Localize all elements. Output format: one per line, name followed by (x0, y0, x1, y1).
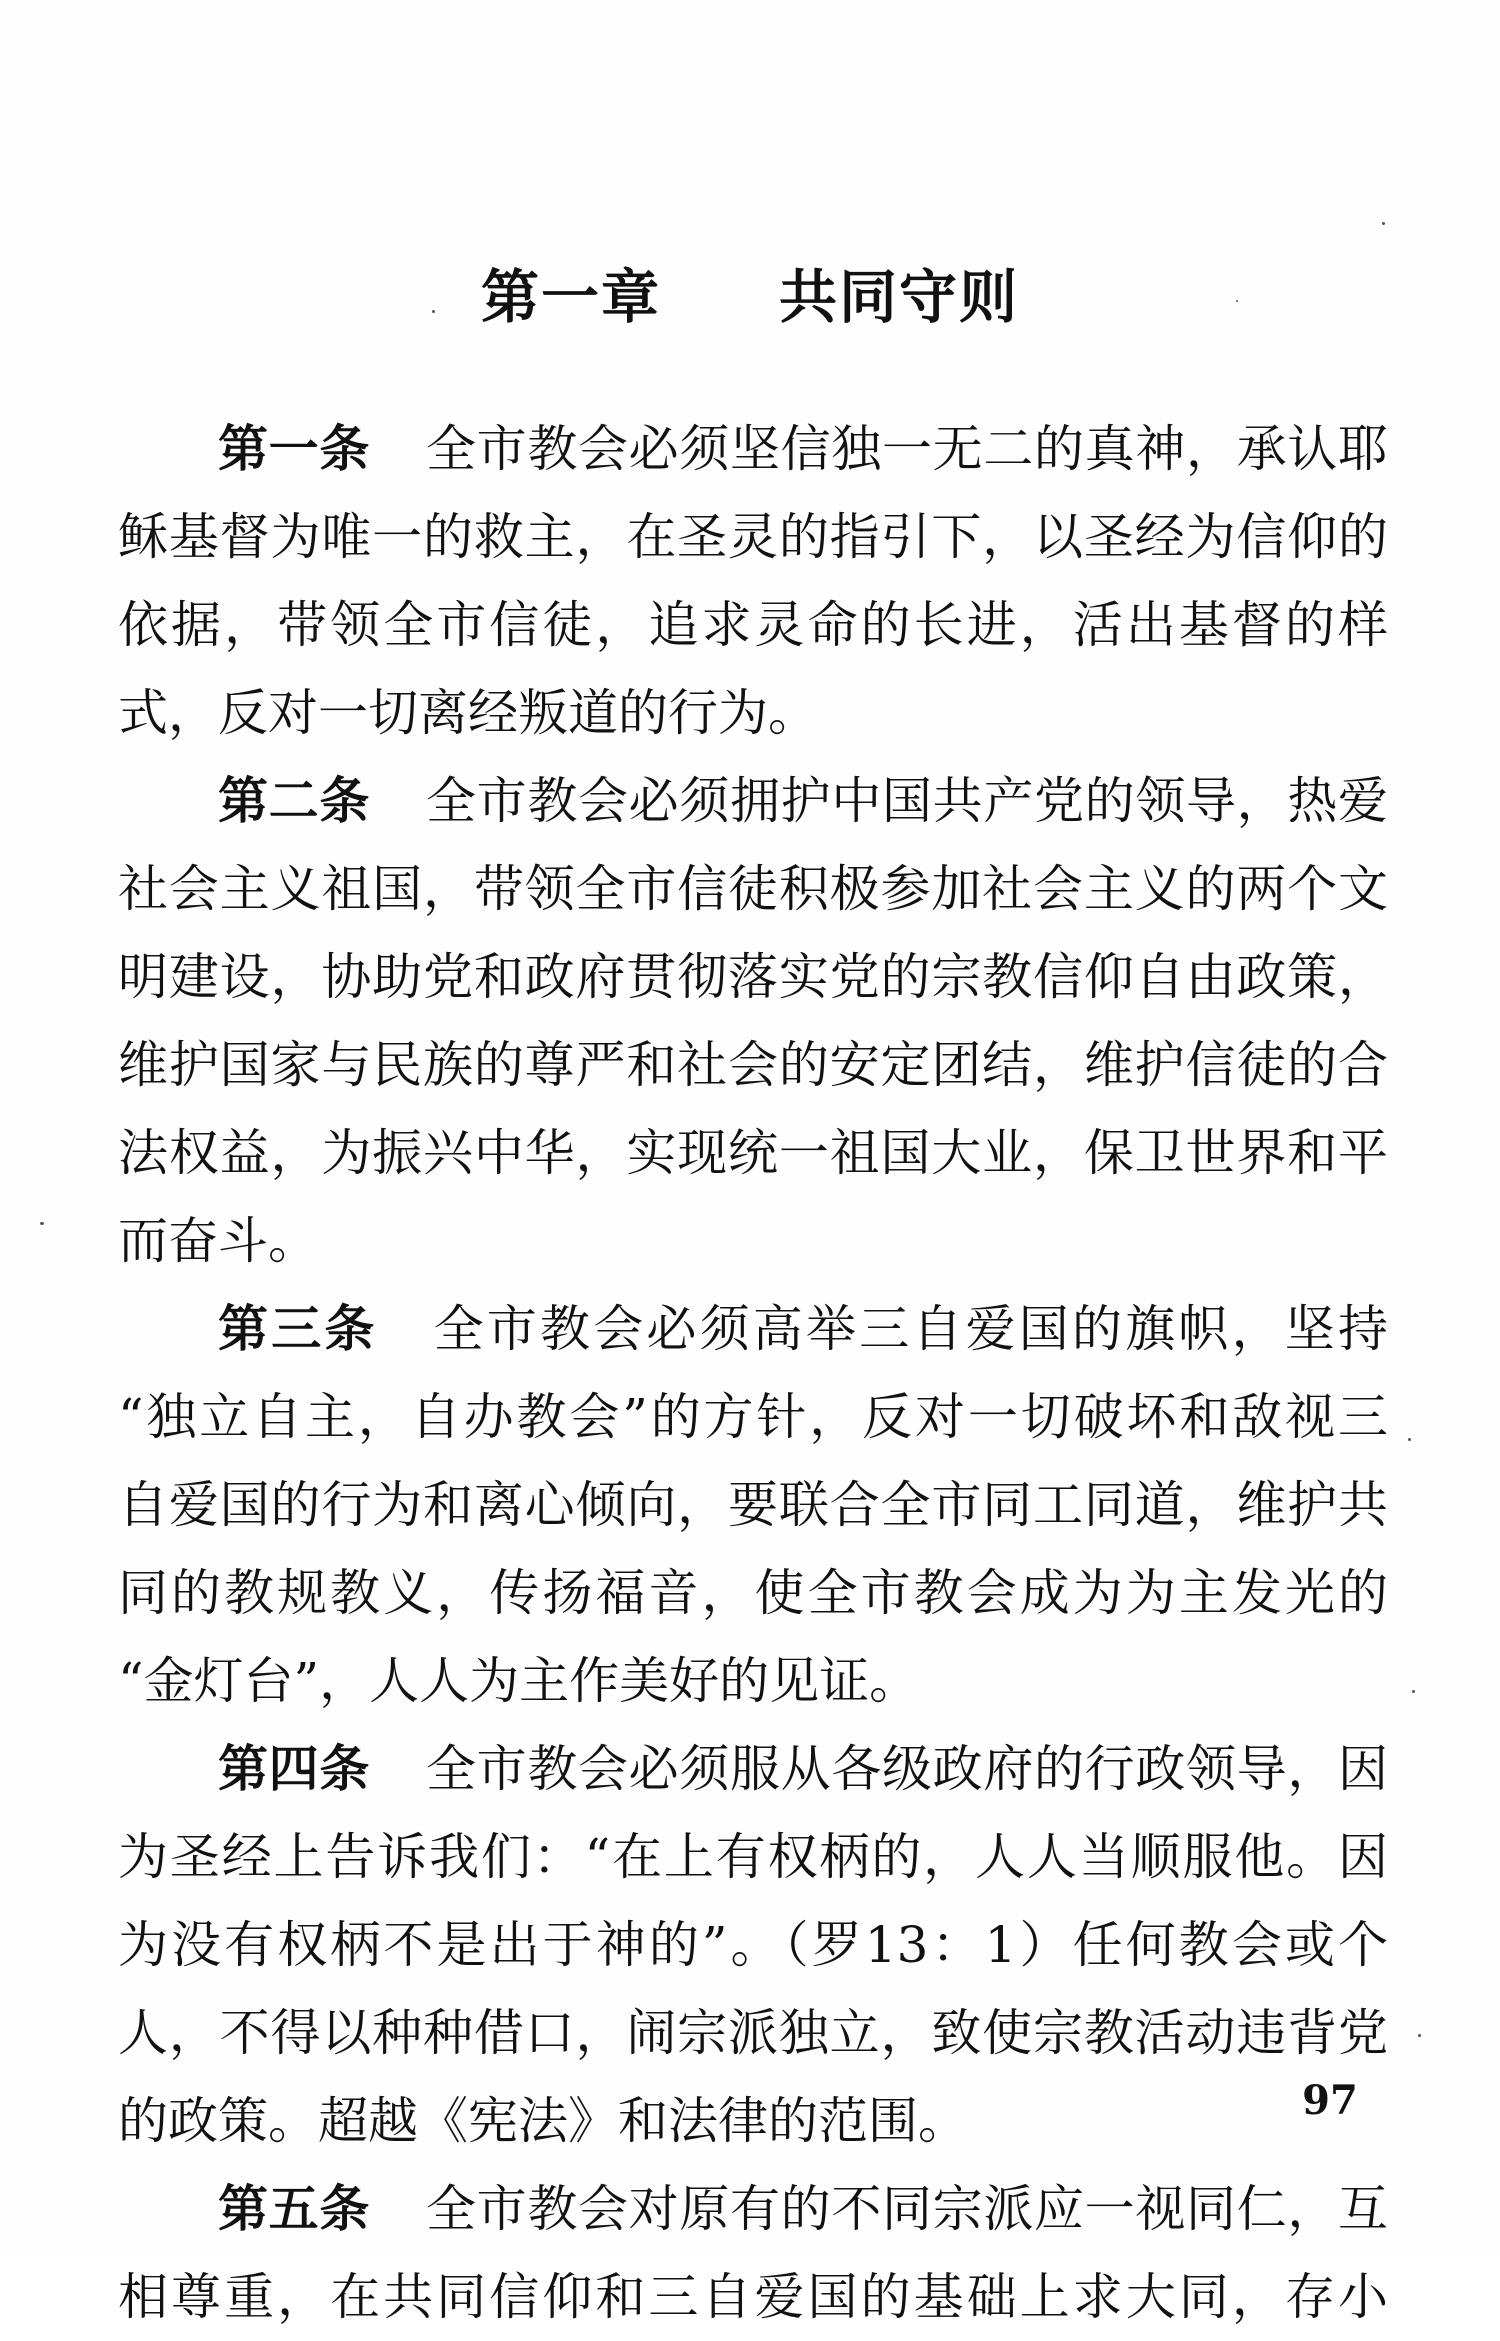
scan-speck (1382, 222, 1385, 225)
article-line: 的政策。超越《宪法》和法律的范围。 (118, 2092, 968, 2150)
article-3 (118, 1285, 1388, 1725)
chapter-number: 第一章 (480, 263, 661, 331)
article-line-text: 全市教会对原有的不同宗派应一视同仁，互 (426, 2180, 1388, 2238)
article-label: 第五条 (218, 2180, 370, 2238)
scan-speck (1236, 300, 1238, 302)
article-line: 为没有权柄不是出于神的”。（罗13：1）任何教会或个 (118, 1916, 1388, 1974)
article-1 (118, 405, 1388, 757)
article-line-text: 全市教会必须高举三自爱国的旗帜，坚持 (433, 1300, 1388, 1358)
article-line: “金灯台”，人人为主作美好的见证。 (118, 1652, 920, 1710)
article-line: 自爱国的行为和离心倾向，要联合全市同工同道，维护共 (118, 1476, 1388, 1534)
article-line: 人，不得以种种借口，闹宗派独立，致使宗教活动违背党 (118, 2004, 1388, 2062)
article-line: 相尊重，在共同信仰和三自爱国的基础上求大同，存小 (118, 2268, 1388, 2326)
article-line: 而奋斗。 (118, 1212, 318, 1270)
article-label: 第三条 (218, 1300, 378, 1358)
article-line (118, 1725, 1388, 1813)
article-line (118, 757, 1388, 845)
scan-speck (1418, 2034, 1421, 2037)
chapter-title: 共同守则 (779, 263, 1020, 331)
article-2 (118, 757, 1388, 1285)
article-line (118, 2165, 1388, 2253)
article-line (118, 405, 1388, 493)
article-line: 依据，带领全市信徒，追求灵命的长进，活出基督的样 (118, 596, 1388, 654)
article-line: 同的教规教义，传扬福音，使全市教会成为为主发光的 (118, 1564, 1388, 1622)
page-number: 97 (1302, 2077, 1358, 2124)
article-4 (118, 1725, 1388, 2165)
article-line: 为圣经上告诉我们：“在上有权柄的，人人当顺服他。因 (118, 1828, 1388, 1886)
article-line-text: 全市教会必须坚信独一无二的真神，承认耶 (426, 420, 1388, 478)
article-line: 维护国家与民族的尊严和社会的安定团结，维护信徒的合 (118, 1036, 1388, 1094)
body-text (118, 405, 1388, 2341)
scan-speck (40, 1222, 44, 1225)
article-line (118, 1285, 1388, 1373)
article-line: 明建设，协助党和政府贯彻落实党的宗教信仰自由政策， (118, 948, 1388, 1006)
article-line: 稣基督为唯一的救主，在圣灵的指引下，以圣经为信仰的 (118, 508, 1388, 566)
article-label: 第二条 (218, 772, 370, 830)
scan-speck (1412, 1690, 1415, 1693)
article-label: 第一条 (218, 420, 370, 478)
article-line: “独立自主，自办教会”的方针，反对一切破坏和敌视三 (118, 1388, 1388, 1446)
scan-speck (1408, 1438, 1411, 1441)
chapter-heading (0, 262, 1500, 332)
article-line-text: 全市教会必须拥护中国共产党的领导，热爱 (426, 772, 1388, 830)
article-label: 第四条 (218, 1740, 370, 1798)
article-line: 式，反对一切离经叛道的行为。 (118, 684, 818, 742)
article-line-text: 全市教会必须服从各级政府的行政领导，因 (426, 1740, 1388, 1798)
article-line: 法权益，为振兴中华，实现统一祖国大业，保卫世界和平 (118, 1124, 1388, 1182)
article-5 (118, 2165, 1388, 2341)
scan-speck (432, 310, 435, 313)
article-line: 社会主义祖国，带领全市信徒积极参加社会主义的两个文 (118, 860, 1388, 918)
